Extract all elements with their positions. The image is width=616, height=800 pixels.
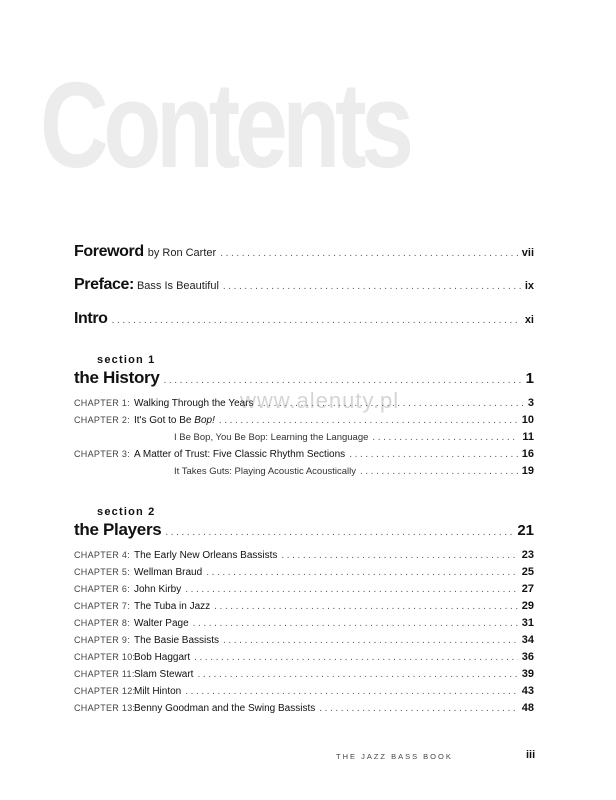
toc-subentry[interactable] — [174, 465, 534, 477]
toc-page-number: vii — [521, 247, 534, 259]
dot-leader — [349, 450, 518, 460]
dot-leader — [223, 282, 521, 292]
chapter-title: The Basie Bassists — [134, 635, 220, 646]
toc-page-number: 19 — [521, 465, 534, 477]
toc-chapter[interactable] — [74, 685, 534, 697]
toc-page-number: 27 — [521, 583, 534, 595]
chapter-number: CHAPTER 1: — [74, 398, 131, 408]
subentry-title: I Be Bop, You Be Bop: Learning the Language — [174, 432, 369, 443]
chapter-number: CHAPTER 3: — [74, 449, 131, 459]
toc-chapter[interactable] — [74, 583, 534, 595]
chapter-number: CHAPTER 5: — [74, 567, 131, 577]
toc-entry-label: Intro — [74, 310, 108, 327]
toc-chapter[interactable] — [74, 549, 534, 561]
section-title: the History — [74, 368, 160, 387]
dot-leader — [112, 316, 521, 326]
chapter-number: CHAPTER 10: — [74, 652, 136, 662]
toc-page-number: 16 — [521, 448, 534, 460]
chapter-number: CHAPTER 6: — [74, 584, 131, 594]
dot-leader — [223, 636, 518, 646]
toc-entry-subtitle: by Ron Carter — [147, 247, 217, 259]
toc-entry-subtitle: Bass Is Beautiful — [136, 280, 219, 292]
footer-page-number: iii — [526, 749, 536, 761]
watermark-text: www.alenuty.pl — [240, 388, 400, 413]
chapter-title: Milt Hinton — [134, 686, 182, 697]
chapter-number: CHAPTER 9: — [74, 635, 131, 645]
chapter-title: Walking Through the Years — [134, 398, 254, 409]
toc-section-history[interactable] — [74, 368, 534, 388]
dot-leader — [220, 249, 518, 259]
toc-entry-label: Preface: — [74, 276, 134, 293]
chapter-number: CHAPTER 4: — [74, 550, 131, 560]
chapter-title: A Matter of Trust: Five Classic Rhythm Sections — [134, 449, 346, 460]
dot-leader — [214, 602, 518, 612]
chapter-title: Benny Goodman and the Swing Bassists — [134, 703, 316, 714]
chapter-title: Wellman Braud — [134, 567, 203, 578]
chapter-title: The Tuba in Jazz — [134, 601, 211, 612]
toc-chapter[interactable] — [74, 617, 534, 629]
chapter-number: CHAPTER 12: — [74, 686, 136, 696]
section-label: section 1 — [97, 354, 156, 366]
dot-leader — [185, 585, 518, 595]
toc-entry-foreword[interactable] — [74, 243, 534, 261]
toc-chapter[interactable] — [74, 566, 534, 578]
toc-page-number: xi — [524, 314, 534, 326]
dot-leader — [319, 704, 518, 714]
toc-page-number: 25 — [521, 566, 534, 578]
dot-leader — [360, 467, 518, 477]
toc-section-players[interactable] — [74, 520, 534, 540]
dot-leader — [164, 376, 522, 386]
chapter-number: CHAPTER 11: — [74, 669, 135, 679]
chapter-title-emphasis: Bop! — [194, 415, 215, 426]
toc-page-number: 39 — [521, 668, 534, 680]
toc-entry-label: Foreword — [74, 243, 144, 260]
chapter-number: CHAPTER 7: — [74, 601, 131, 611]
chapter-title — [134, 415, 215, 426]
toc-page-number: 29 — [521, 600, 534, 612]
subentry-title: It Takes Guts: Playing Acoustic Acoustically — [174, 466, 356, 477]
toc-chapter[interactable] — [74, 634, 534, 646]
toc-page-number: 34 — [521, 634, 534, 646]
section-title: the Players — [74, 520, 162, 539]
chapter-number: CHAPTER 13: — [74, 703, 136, 713]
toc-page-number: ix — [524, 280, 534, 292]
chapter-title: Walter Page — [134, 618, 189, 629]
footer-book-title: THE JAZZ BASS BOOK — [336, 752, 453, 761]
toc-page-number: 36 — [521, 651, 534, 663]
toc-chapter[interactable] — [74, 448, 534, 460]
toc-chapter[interactable] — [74, 668, 534, 680]
toc-page-number: 48 — [521, 702, 534, 714]
toc-chapter[interactable] — [74, 651, 534, 663]
section-label: section 2 — [97, 506, 156, 518]
chapter-number: CHAPTER 2: — [74, 415, 131, 425]
toc-page-number: 31 — [521, 617, 534, 629]
page-heading: Contents — [40, 57, 409, 193]
toc-page-number: 43 — [521, 685, 534, 697]
toc-page-number: 10 — [521, 414, 534, 426]
dot-leader — [197, 670, 517, 680]
chapter-title: Slam Stewart — [134, 669, 194, 680]
toc-chapter[interactable] — [74, 414, 534, 426]
toc-chapter[interactable] — [74, 702, 534, 714]
dot-leader — [185, 687, 518, 697]
toc-page-number: 1 — [525, 370, 534, 387]
toc-chapter[interactable] — [74, 600, 534, 612]
dot-leader — [206, 568, 518, 578]
dot-leader — [372, 433, 518, 443]
toc-entry-intro[interactable] — [74, 310, 534, 328]
dot-leader — [219, 416, 518, 426]
chapter-title: John Kirby — [134, 584, 182, 595]
toc-entry-preface[interactable] — [74, 276, 534, 294]
dot-leader — [165, 528, 513, 538]
toc-page-number: 23 — [521, 549, 534, 561]
toc-page-number: 21 — [517, 522, 534, 539]
chapter-number: CHAPTER 8: — [74, 618, 131, 628]
chapter-title: The Early New Orleans Bassists — [134, 550, 278, 561]
toc-subentry[interactable] — [174, 431, 534, 443]
chapter-title: Bob Haggart — [134, 652, 191, 663]
toc-page-number: 11 — [522, 431, 534, 443]
dot-leader — [281, 551, 517, 561]
dot-leader — [194, 653, 518, 663]
dot-leader — [193, 619, 518, 629]
toc-page-number: 3 — [527, 397, 534, 409]
chapter-title-part: It's Got to Be — [134, 415, 195, 426]
